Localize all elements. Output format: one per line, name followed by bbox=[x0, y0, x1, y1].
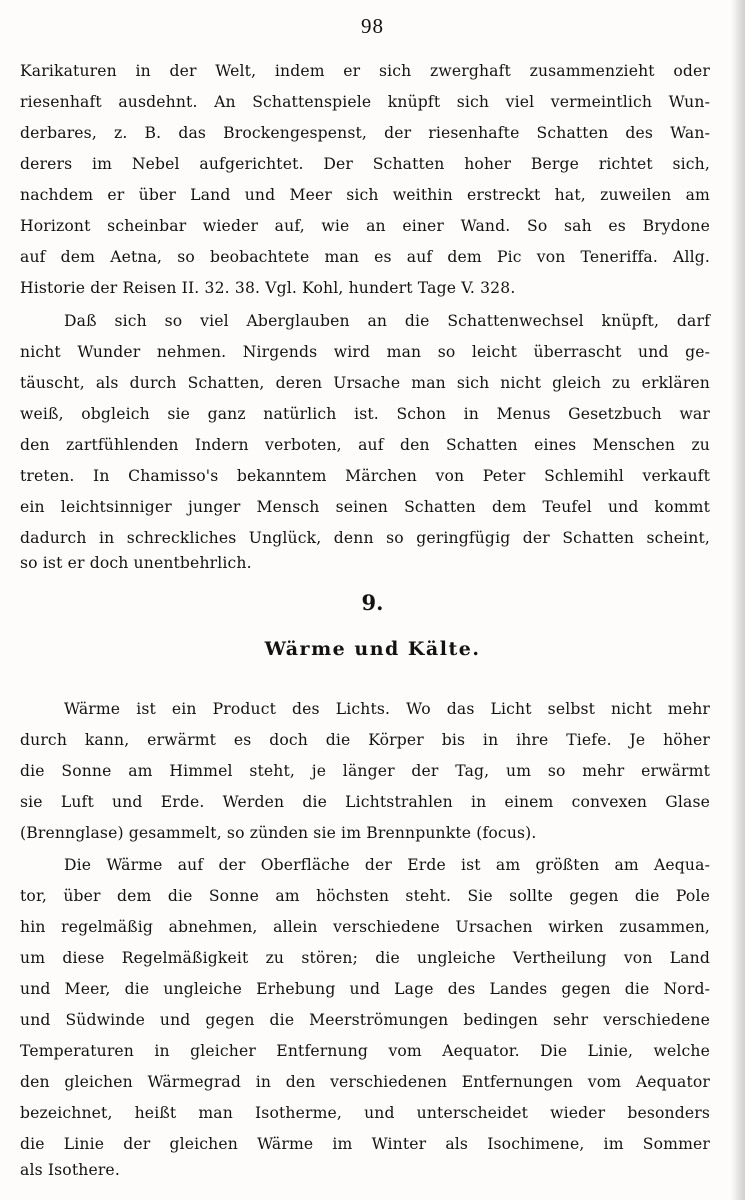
text-line: durch kann, erwärmt es doch die Körper bis in ihre Tiefe. Je höher bbox=[20, 731, 710, 749]
text-line: die Linie der gleichen Wärme im Winter als Isochimene, im Sommer bbox=[20, 1135, 710, 1153]
text-line: nachdem er über Land und Meer sich weithin erstreckt hat, zuweilen am bbox=[20, 186, 710, 204]
text-line: den zartfühlenden Indern verboten, auf den Schatten eines Menschen zu bbox=[20, 436, 710, 454]
text-line: Temperaturen in gleicher Entfernung vom Aequator. Die Linie, welche bbox=[20, 1042, 710, 1060]
text-line: dadurch in schreckliches Unglück, denn so geringfügig der Schatten scheint, bbox=[20, 529, 710, 547]
text-line: sie Luft und Erde. Werden die Lichtstrahlen in einem convexen Glase bbox=[20, 793, 710, 811]
text-line: nicht Wunder nehmen. Nirgends wird man so leicht überrascht und ge- bbox=[20, 343, 710, 361]
text-line: treten. In Chamisso's bekanntem Märchen von Peter Schlemihl verkauft bbox=[20, 467, 710, 485]
section-title: Wärme und Kälte. bbox=[264, 638, 481, 660]
text-line: die Sonne am Himmel steht, je länger der Tag, um so mehr erwärmt bbox=[20, 762, 710, 780]
section-number: 9. bbox=[361, 590, 384, 615]
text-line: Horizont scheinbar wieder auf, wie an einer Wand. So sah es Brydone bbox=[20, 217, 710, 235]
text-line: riesenhaft ausdehnt. An Schattenspiele knüpft sich viel vermeintlich Wun- bbox=[20, 93, 710, 111]
text-line: auf dem Aetna, so beobachtete man es auf dem Pic von Teneriffa. Allg. bbox=[20, 248, 710, 266]
text-line: Die Wärme auf der Oberfläche der Erde ist am größten am Aequa- bbox=[64, 856, 710, 874]
text-line: Karikaturen in der Welt, indem er sich zwerghaft zusammenzieht oder bbox=[20, 62, 710, 80]
text-line: Historie der Reisen II. 32. 38. Vgl. Kohl, hundert Tage V. 328. bbox=[20, 279, 516, 297]
text-line: Wärme ist ein Product des Lichts. Wo das Licht selbst nicht mehr bbox=[64, 700, 710, 718]
text-line: weiß, obgleich sie ganz natürlich ist. Schon in Menus Gesetzbuch war bbox=[20, 405, 710, 423]
text-line: um diese Regelmäßigkeit zu stören; die ungleiche Vertheilung von Land bbox=[20, 949, 710, 967]
text-line: derers im Nebel aufgerichtet. Der Schatten hoher Berge richtet sich, bbox=[20, 155, 710, 173]
text-line: als Isothere. bbox=[20, 1161, 120, 1179]
text-line: derbares, z. B. das Brockengespenst, der riesenhafte Schatten des Wan- bbox=[20, 124, 710, 142]
text-line: tor, über dem die Sonne am höchsten steht. Sie sollte gegen die Pole bbox=[20, 887, 710, 905]
text-line: ein leichtsinniger junger Mensch seinen Schatten dem Teufel und kommt bbox=[20, 498, 710, 516]
text-line: täuscht, als durch Schatten, deren Ursache man sich nicht gleich zu erklären bbox=[20, 374, 710, 392]
page-edge-shadow bbox=[731, 0, 745, 1200]
text-line: und Südwinde und gegen die Meerströmungen bedingen sehr verschiedene bbox=[20, 1011, 710, 1029]
text-line: bezeichnet, heißt man Isotherme, und unterscheidet wieder besonders bbox=[20, 1104, 710, 1122]
text-line: den gleichen Wärmegrad in den verschiedenen Entfernungen vom Aequator bbox=[20, 1073, 710, 1091]
text-line: so ist er doch unentbehrlich. bbox=[20, 554, 252, 572]
page-number: 98 bbox=[361, 14, 384, 38]
text-line: hin regelmäßig abnehmen, allein verschiedene Ursachen wirken zusammen, bbox=[20, 918, 710, 936]
text-line: Daß sich so viel Aberglauben an die Schattenwechsel knüpft, darf bbox=[64, 312, 710, 330]
text-line: und Meer, die ungleiche Erhebung und Lage des Landes gegen die Nord- bbox=[20, 980, 710, 998]
text-line: (Brennglase) gesammelt, so zünden sie im Brennpunkte (focus). bbox=[20, 824, 537, 842]
